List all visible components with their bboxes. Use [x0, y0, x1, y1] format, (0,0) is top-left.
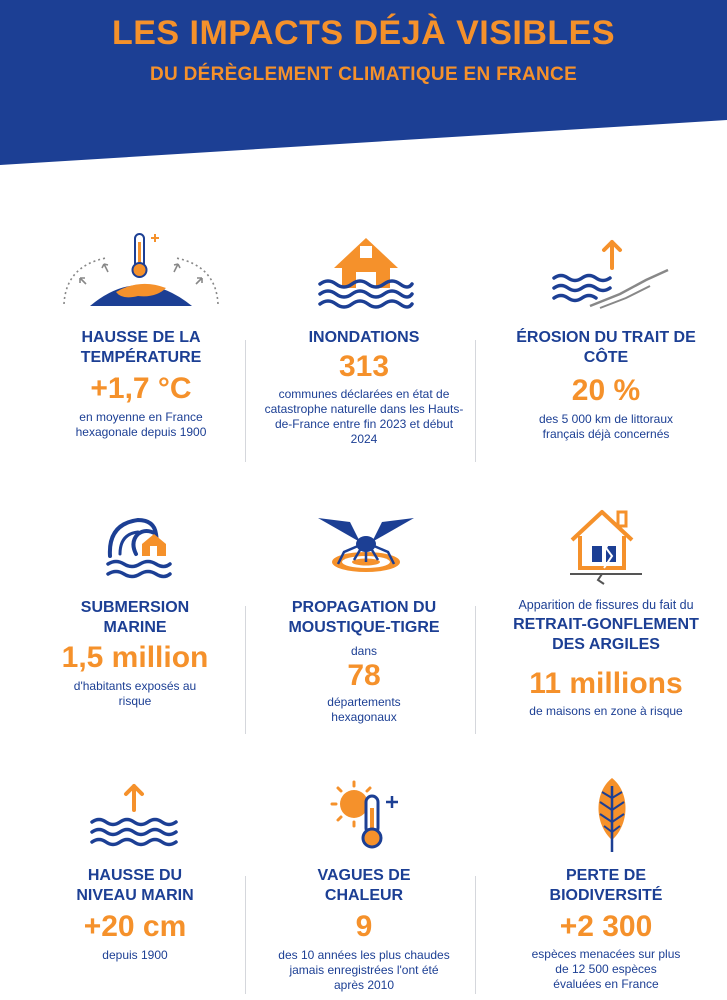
card-heading: SUBMERSION MARINE: [80, 599, 190, 636]
card-description: d'habitants exposés au risque: [73, 679, 197, 708]
card-description: communes déclarées en état de catastrophe naturelle dans les Hauts-de-France entre fin 2023 et début 2024: [264, 387, 464, 446]
card-value: +1,7 °C: [90, 372, 192, 405]
card-hausse-temperature: [20, 328, 262, 440]
cracked-house-icon: [566, 506, 646, 586]
rising-sea-icon: [88, 782, 180, 848]
card-description: depuis 1900: [102, 948, 168, 962]
thermometer-globe-icon: [56, 228, 226, 310]
page-subtitle: DU DÉRÈGLEMENT CLIMATIQUE EN FRANCE: [149, 64, 578, 85]
flooded-house-icon: [316, 232, 416, 310]
card-heading: HAUSSE DU NIVEAU MARIN: [76, 867, 194, 904]
card-heading: INONDATIONS: [308, 329, 420, 346]
card-biodiversite: [485, 866, 727, 992]
card-heading: HAUSSE DE LA TEMPÉRATURE: [80, 329, 202, 366]
card-retrait-gonflement: [485, 598, 727, 719]
card-heading: RETRAIT-GONFLEMENT DES ARGILES: [513, 616, 699, 653]
card-erosion: [485, 328, 727, 442]
card-inondations: [243, 328, 485, 447]
card-description: des 5 000 km de littoraux français déjà concernés: [538, 412, 674, 441]
card-description: des 10 années les plus chaudes jamais enregistrées l'ont été après 2010: [278, 948, 450, 992]
card-value: 20 %: [571, 374, 641, 407]
card-intro: Apparition de fissures du fait du: [518, 598, 694, 612]
card-heading: PROPAGATION DU MOUSTIQUE-TIGRE: [288, 599, 440, 636]
card-submersion: [14, 598, 256, 709]
card-description: de maisons en zone à risque: [529, 704, 683, 718]
card-niveau-marin: [14, 866, 256, 963]
card-description: départements hexagonaux: [327, 695, 401, 724]
tidal-wave-house-icon: [104, 514, 176, 580]
card-heading: VAGUES DE CHALEUR: [317, 867, 411, 904]
card-value: 9: [355, 910, 373, 943]
card-vagues-chaleur: [243, 866, 485, 993]
leaf-icon: [590, 774, 634, 854]
card-prefix: dans: [350, 644, 378, 658]
heatwave-sun-thermometer-icon: [324, 776, 408, 852]
card-value: 11 millions: [529, 667, 683, 700]
coastal-erosion-icon: [550, 236, 670, 312]
card-moustique-tigre: [243, 598, 485, 725]
card-value: +2 300: [559, 910, 653, 943]
card-heading: PERTE DE BIODIVERSITÉ: [549, 867, 663, 904]
card-value: 1,5 million: [61, 641, 209, 674]
card-heading: ÉROSION DU TRAIT DE CÔTE: [516, 329, 696, 366]
tiger-mosquito-icon: [314, 512, 418, 586]
page-title: LES IMPACTS DÉJÀ VISIBLES: [111, 14, 616, 52]
card-value: 78: [347, 659, 381, 692]
card-description: espèces menacées sur plus de 12 500 espèces évaluées en France: [531, 947, 681, 991]
card-description: en moyenne en France hexagonale depuis 1900: [75, 410, 207, 439]
card-value: 313: [338, 350, 390, 383]
card-value: +20 cm: [83, 910, 187, 943]
